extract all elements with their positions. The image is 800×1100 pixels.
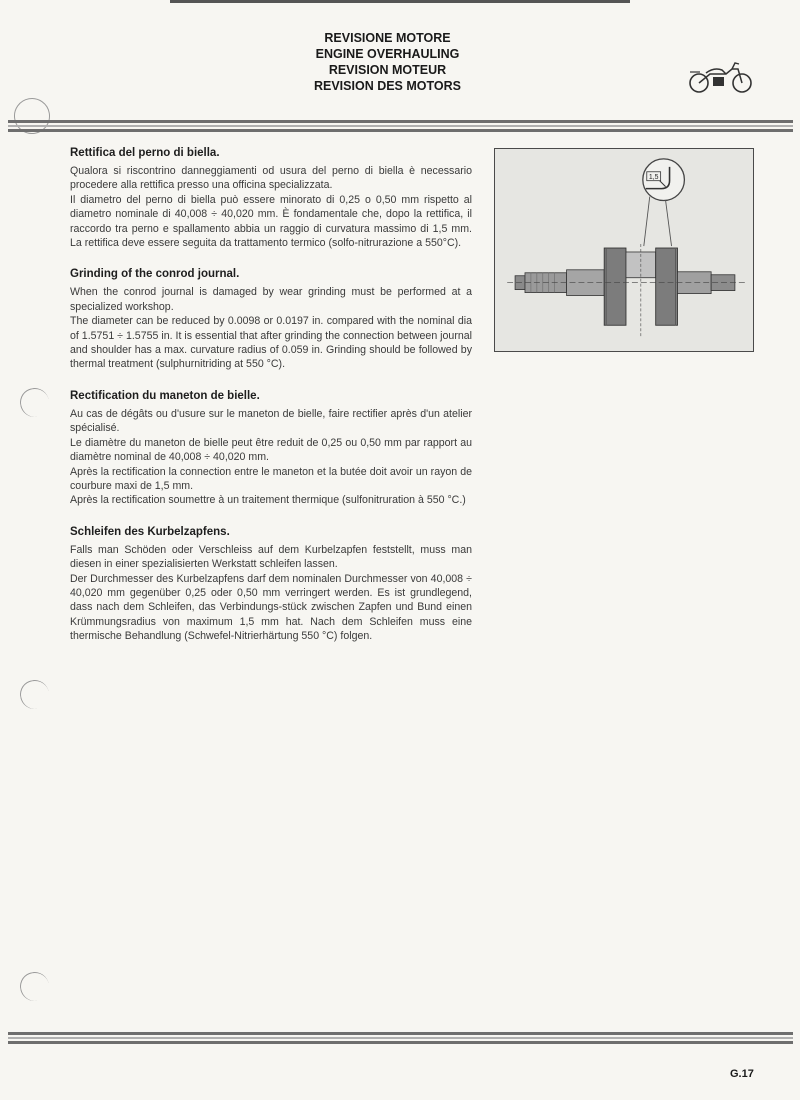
section-german xyxy=(70,525,472,644)
header-line: ENGINE OVERHAULING xyxy=(315,47,460,61)
section-body: Falls man Schöden oder Verschleiss auf dem Kurbelzapfen feststellt, muss man diesen in einer spezialisierten Werkstatt schleifen lassen. Der Durchmesser des Kurbelzapfens darf dem nominalen Durchmesser von 40,008 ÷ 40,020 mm gegenüber 0,25 oder 0,50 mm verringert werden. Es ist grundlegend, dass nach dem Schleifen, das Verbindungs-stück zwischen Zapfen und Bund einen Krümmungsradius von maximum 1,5 mm hat. Nach dem Schleifen muss eine thermische Behandlung (Schwefel-Nitrierhärtung 550 °C) folgen. xyxy=(70,543,472,643)
section-body: Qualora si riscontrino danneggiamenti od usura del perno di biella è necessario procedere alla rettifica presso una officina specializzata. Il diametro del perno di biella può essere minorato di 0,25 o 0,50 mm rispetto al diametro nominale di 40,008 ÷ 40,020 mm. È fondamentale che, dopo la rettifica, il raccordo tra perno e spallamento abbia un raggio di curvatura massimo di 1,5 mm. La rettifica deve essere seguita da trattamento termico (solfo-nitrurazione a 550°C). xyxy=(70,165,472,250)
section-title: Rectification du maneton de bielle. xyxy=(70,389,260,402)
page-header xyxy=(250,30,525,94)
detail-label: 1,5 xyxy=(648,174,659,182)
section-english xyxy=(70,267,472,371)
crankshaft-illustration xyxy=(495,149,753,351)
page-number: G.17 xyxy=(730,1068,754,1080)
section-french xyxy=(70,389,472,508)
motorcycle-icon xyxy=(686,60,756,94)
section-title: Schleifen des Kurbelzapfens. xyxy=(70,525,230,538)
top-edge-strip xyxy=(170,0,630,3)
header-rule xyxy=(8,120,793,132)
header-line: REVISIONE MOTORE xyxy=(324,31,451,45)
section-body: Au cas de dégâts ou d'usure sur le maneton de bielle, faire rectifier après d'un atelier spécialisé. Le diamètre du maneton de bielle peut être reduit de 0,25 ou 0,50 mm par rapport au diamètre nominal de 40,008 ÷ 40,020 mm. Après la rectification la connection entre le maneton et la butée doit avoir un rayon de courbure maxi de 1,5 mm. Après la rectification soumettre à un traitement thermique (sulfonitruration à 550 °C.) xyxy=(70,407,472,507)
crankshaft-figure xyxy=(494,148,754,352)
binder-hole xyxy=(18,386,52,420)
header-line: REVISION MOTEUR xyxy=(328,63,447,77)
section-title: Grinding of the conrod journal. xyxy=(70,268,240,281)
section-body: When the conrod journal is damaged by wear grinding must be performed at a specialized workshop. The diameter can be reduced by 0.0098 or 0.0197 in. compared with the nominal dia of 1.5751 ÷ 1.5755 in. It is essential that after grinding the connection between journal and shoulder has a max. curvature radius of 0.059 in. Grinding should be followed by thermal treatment (sulphurnitriding at 550 °C). xyxy=(70,286,472,371)
header-line: REVISION DES MOTORS xyxy=(313,79,461,93)
binder-hole xyxy=(18,678,52,712)
main-text xyxy=(70,146,472,661)
section-italian xyxy=(70,146,472,250)
section-title: Rettifica del perno di biella. xyxy=(70,147,220,159)
footer-rule xyxy=(8,1032,793,1044)
binder-hole xyxy=(18,970,52,1004)
